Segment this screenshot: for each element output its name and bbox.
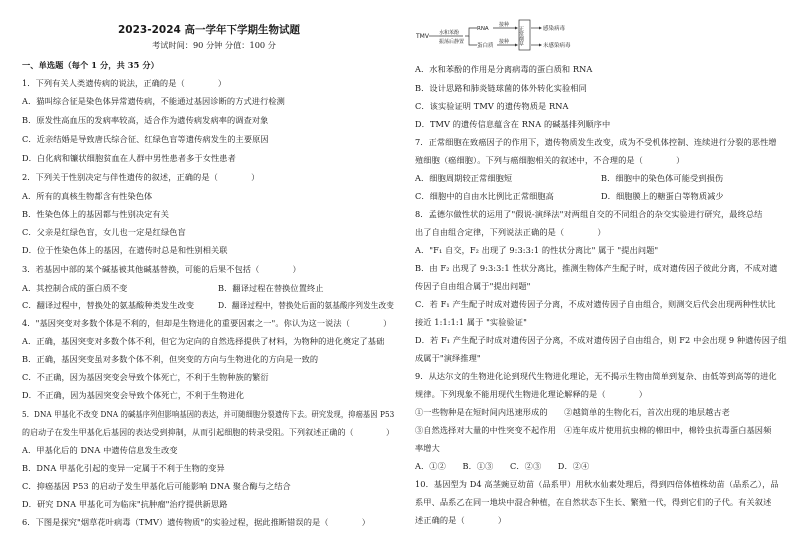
q3-option-b: B．翻译过程在替换位置终止 — [218, 283, 324, 293]
question-5: 5．DNA 甲基化不改变 DNA 的碱基序列但影响基因的表达，并可随细胞分裂遗传下去。研究发现，抑癌基因 P53 — [22, 409, 395, 419]
diagram-infected: 感染病毒 — [543, 26, 566, 32]
q4-option-a: A．正确，基因突变对多数个体不利，但它为定向的自然选择提供了材料，为物种的进化奠定了基础 — [22, 336, 385, 346]
question-3: 3．若基因中部的某个碱基被其他碱基替换，可能的后果不包括（ ） — [22, 264, 301, 274]
q7-option-c: C．细胞中的自由水比例比正常细胞高 — [415, 191, 554, 201]
q8-option-c: C．若 F₁ 产生配子时成对遗传因子分离，不成对遗传因子自由组合，则测交后代会出现两种性状比 — [415, 299, 776, 309]
q9-statements-2: ③自然选择对大量的中性突变不起作用 ④连年成片使用抗虫棉的棉田中，棉铃虫抗毒蛋白基因频 — [415, 425, 772, 435]
section-heading: 一、单选题（每个 1 分，共 35 分） — [22, 60, 159, 70]
question-4: 4．"基因突变对多数个体是不利的，但却是生物进化的重要因素之一"。你认为这一说法（ ） — [22, 318, 392, 328]
q5-option-c: C．抑癌基因 P53 的启动子发生甲基化后可能影响 DNA 聚合酶与之结合 — [22, 481, 291, 491]
q5-option-a: A．甲基化后的 DNA 中遗传信息发生改变 — [22, 445, 178, 455]
question-9-cont: 规律。下列现象不能用现代生物进化理论解释的是（ ） — [415, 389, 648, 399]
q3-option-a: A．其控制合成的蛋白质不变 — [22, 283, 128, 293]
question-1: 1．下列有关人类遗传病的说法，正确的是（ ） — [22, 78, 227, 88]
question-6: 6．下图是探究"烟草花叶病毒（TMV）遗传物质"的实验过程，据此推断错误的是（ ） — [22, 517, 371, 527]
q8-option-a: A．"F₁ 自交，F₂ 出现了 9:3:3:1 的性状分离比" 属于 "提出问题" — [415, 245, 659, 255]
q5-option-d: D．研究 DNA 甲基化可为临床"抗肿瘤"治疗提供新思路 — [22, 499, 228, 509]
q1-option-a: A．猫叫综合征是染色体异常遗传病，不能通过基因诊断的方式进行检测 — [22, 96, 285, 106]
q9-statements-1: ①一些物种是在短时间内迅速形成的 ②越简单的生物化石，首次出现的地层越古老 — [415, 407, 730, 417]
q9-statements-3: 率增大 — [415, 443, 440, 453]
diagram-treatment-1: 水和苯酚 — [439, 30, 460, 36]
q7-option-a: A．细胞周期较正常细胞短 — [415, 173, 513, 183]
q3-option-c: C．翻译过程中，替换处的氨基酸种类发生改变 — [22, 300, 195, 310]
diagram-rna: RNA — [477, 26, 489, 32]
q4-option-c: C．不正确，因为基因突变会导致个体死亡，不利于生物种族的繁衍 — [22, 372, 269, 382]
q1-option-c: C．近亲结婚是导致唐氏综合征、红绿色盲等遗传病发生的主要原因 — [22, 134, 269, 144]
q2-option-a: A．所有的真核生物都含有性染色体 — [22, 191, 153, 201]
q2-option-b: B．性染色体上的基因都与性别决定有关 — [22, 209, 170, 219]
q4-option-d: D．不正确，因为基因突变会导致个体死亡，不利于生物进化 — [22, 390, 245, 400]
q4-option-b: B．正确，基因突变虽对多数个体不利，但突变的方向与生物进化的方向是一致的 — [22, 354, 319, 364]
diagram-infect-1: 接种 — [499, 22, 510, 28]
q8-option-d-cont: 成属于"演绎推理" — [415, 353, 481, 363]
question-10-cont-2: 述正确的是（ ） — [415, 515, 507, 525]
q1-option-b: B．原发性高血压的发病率较高，适合作为遗传病发病率的调查对象 — [22, 115, 269, 125]
q8-option-d: D．若 F₁ 产生配子时成对遗传因子分离，不成对遗传因子自由组合，则 F2 中会出现 9 种遗传因子组 — [415, 335, 787, 345]
question-5-cont: 的启动子在发生甲基化后基因的表达受到抑制，从而引起细胞的转录受阻。下列叙述正确的（ ） — [22, 427, 395, 437]
q6-option-b: B．设计思路和肺炎链球菌的体外转化实验相同 — [415, 83, 587, 93]
diagram-tmv-label: TMV — [416, 33, 429, 40]
q6-option-d: D．TMV 的遗传信息蕴含在 RNA 的碱基排列顺序中 — [415, 119, 611, 129]
diagram-infect-2: 接种 — [499, 39, 510, 45]
question-10-cont: 系甲、品系乙在同一地块中混合种植，在自然状态下生长、繁殖一代，得到它们的子代。有关叙述 — [415, 497, 772, 507]
q7-option-d: D．细胞膜上的糖蛋白等物质减少 — [601, 191, 724, 201]
question-8: 8．孟德尔做性状的运用了"假说-演绎法"对两组自交的不同组合的杂交实验进行研究，最终总结 — [415, 209, 763, 219]
exam-info: 考试时间：90 分钟 分值：100 分 — [152, 40, 276, 50]
tmv-experiment-diagram — [415, 14, 585, 64]
question-9: 9．从达尔文的生物进化论到现代生物进化理论，无不揭示生物由简单到复杂、由低等到高等的进化 — [415, 371, 777, 381]
q6-option-a: A．水和苯酚的作用是分离病毒的蛋白质和 RNA — [415, 64, 593, 74]
q2-option-c: C．父亲是红绿色盲，女儿也一定是红绿色盲 — [22, 227, 186, 237]
q8-option-c-cont: 接近 1:1:1:1 属于 "实验验证" — [415, 317, 527, 327]
question-8-cont: 出了自由组合定律，下列说法正确的是（ ） — [415, 227, 606, 237]
q7-option-b: B．细胞中的染色体可能受到损伤 — [601, 173, 724, 183]
diagram-protein: 蛋白质 — [477, 43, 494, 49]
page-title: 2023-2024 高一学年下学期生物试题 — [118, 24, 300, 36]
q8-option-b-cont: 传因子自由组合属于"提出问题" — [415, 281, 531, 291]
question-7: 7．正常细胞在致癌因子的作用下，遗传物质发生改变，成为不受机体控制、连续进行分裂的恶性增 — [415, 137, 777, 147]
q3-option-d: D．翻译过程中，替换处后面的氨基酸序列发生改变 — [218, 300, 394, 310]
question-10: 10．基因型为 D4 高茎豌豆幼苗（品系甲）用秋水仙素处理后，得到四倍体植株幼苗（品系乙），品 — [415, 479, 779, 489]
q6-option-c: C．该实验证明 TMV 的遗传物质是 RNA — [415, 101, 569, 111]
q2-option-d: D．位于性染色体上的基因，在遗传时总是和性别相关联 — [22, 245, 228, 255]
q5-option-b: B．DNA 甲基化引起的变异一定属于不利于生物的变异 — [22, 463, 225, 473]
q1-option-d: D．白化病和镰状细胞贫血在人群中男性患者多于女性患者 — [22, 153, 236, 163]
diagram-treatment-2: 振荡后静置 — [439, 39, 465, 45]
q8-option-b: B．由 F₂ 出现了 9:3:3:1 性状分离比，推测生物体产生配子时，成对遗传因子彼此分离，不成对遗 — [415, 263, 778, 273]
question-2: 2．下列关于性别决定与伴性遗传的叙述，正确的是（ ） — [22, 172, 260, 182]
q9-options: A．①② B．①③ C．②③ D．②④ — [415, 461, 590, 471]
question-7-cont: 殖细胞（癌细胞）。下列与癌细胞相关的叙述中，不合理的是（ ） — [415, 155, 685, 165]
diagram-uninfected: 未感染病毒 — [543, 43, 571, 49]
diagram-plant: 正常烟草 — [518, 26, 524, 46]
